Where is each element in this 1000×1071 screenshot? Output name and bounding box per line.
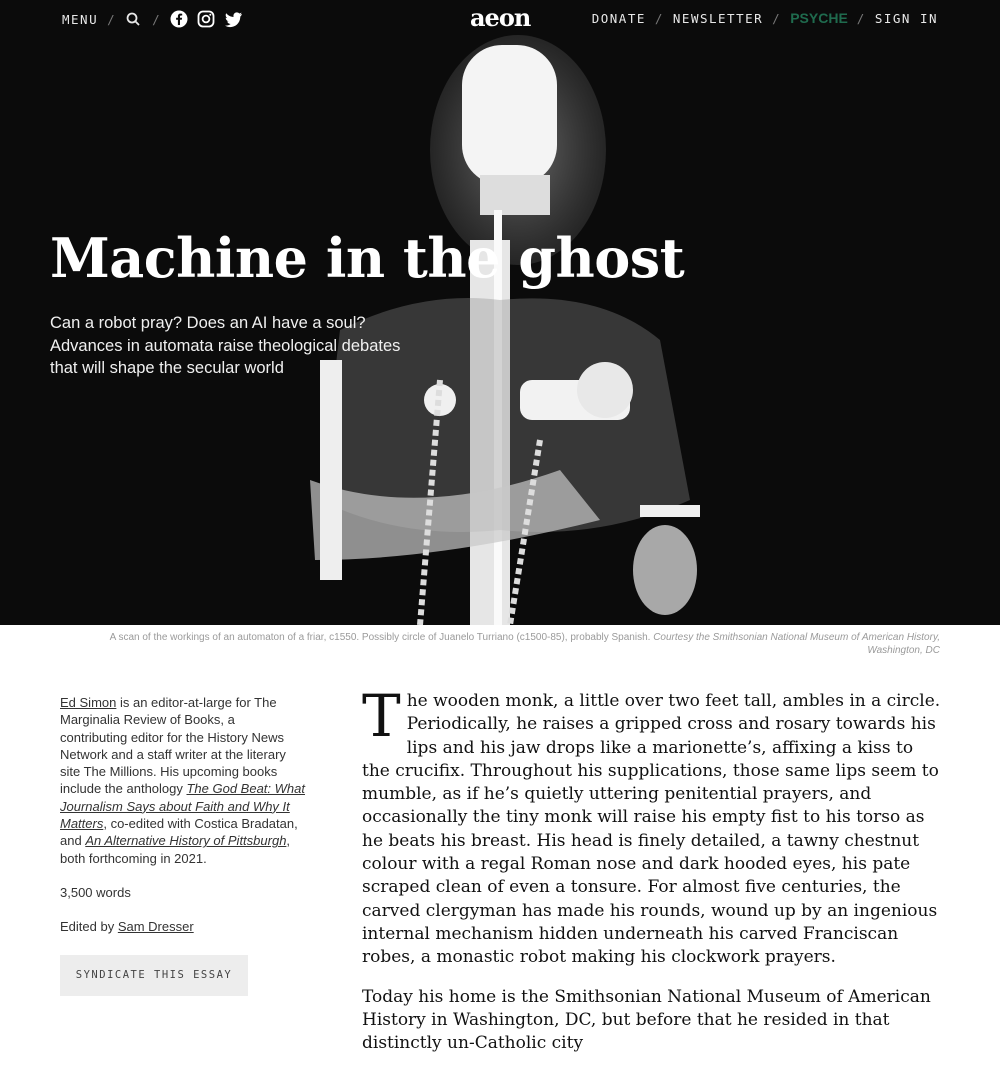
facebook-icon[interactable] [170, 10, 188, 28]
nav-right [592, 10, 938, 26]
word-count: 3,500 words [60, 884, 131, 900]
nav-separator: / [152, 11, 162, 27]
menu-button[interactable]: MENU [62, 11, 99, 27]
sign-in-link[interactable]: SIGN IN [874, 10, 938, 26]
bio-text-1: is an editor-at-large for The Marginalia Review of Books, a contributing editor for the History News Network and a staff writer at the literary site The Millions. His upcoming books include the anthology [60, 695, 286, 797]
edited-by-label: Edited by [60, 919, 118, 935]
nav-left [62, 10, 242, 28]
psyche-link[interactable]: PSYCHE [790, 10, 848, 26]
article-sidebar [60, 694, 305, 996]
author-bio [60, 694, 305, 867]
top-nav [0, 0, 1000, 36]
article-title: Machine in the ghost [50, 226, 685, 290]
bio-text-3: , both forthcoming in 2021. [60, 833, 291, 866]
editor-link[interactable]: Sam Dresser [117, 919, 194, 935]
article-standfirst: Can a robot pray? Does an AI have a soul? Advances in automata raise theological debates that will shape the secular world [50, 314, 401, 377]
paragraph-1-text: he wooden monk, a little over two feet tall, ambles in a circle. Periodically, he raises a gripped cross and rosary towards his lips and his jaw drops like a marionette’s, affixing a kiss to the crucifix. Throughout his supplications, those same lips seem to mumble, as if he’s quietly uttering penitential prayers, and occasionally the tiny monk will raise his empty fist to his torso as he beats his breast. His head is finely detailed, a tawny chestnut colour with a regal Roman nose and dark hooded eyes, his pate scraped clean of even a tonsure. For almost five centuries, the carved clergyman has made his rounds, wound up by an ingenious internal mechanism hidden underneath his carved Franciscan robes, a monastic robot making his clockwork prayers. [362, 691, 941, 968]
search-icon[interactable] [125, 10, 143, 28]
nav-separator: / [772, 10, 782, 26]
drop-cap: T [362, 682, 401, 750]
author-link[interactable]: Ed Simon [60, 695, 117, 710]
syndicate-button[interactable]: SYNDICATE THIS ESSAY [60, 955, 248, 996]
newsletter-link[interactable]: NEWSLETTER [672, 10, 764, 26]
nav-separator: / [107, 11, 117, 27]
edited-by [60, 918, 305, 935]
image-caption [100, 631, 940, 657]
nav-separator: / [856, 10, 866, 26]
caption-text: A scan of the workings of an automaton of a friar, c1550. Possibly circle of Juanelo Turriano (c1500-85), probably Spanish. [109, 632, 654, 643]
twitter-icon[interactable] [224, 10, 242, 28]
donate-link[interactable]: DONATE [591, 10, 646, 26]
instagram-icon[interactable] [197, 10, 215, 28]
article-body [362, 682, 944, 1071]
bio-text-2: , co-edited with Costica Bradatan, and [60, 816, 298, 849]
aeon-logo[interactable]: aeon [470, 3, 531, 32]
book-link-2[interactable]: An Alternative History of Pittsburgh [85, 833, 287, 849]
caption-credit: Courtesy the Smithsonian National Museum of American History, Washington, DC [653, 632, 940, 656]
paragraph-1 [362, 682, 944, 970]
book-link-1[interactable]: The God Beat: What Journalism Says about Faith and Why It Matters [60, 781, 305, 832]
paragraph-2: Today his home is the Smithsonian National Museum of American History in Washington, DC, but before that he resided in that distinctly un-Catholic city [362, 986, 931, 1054]
nav-separator: / [654, 10, 664, 26]
